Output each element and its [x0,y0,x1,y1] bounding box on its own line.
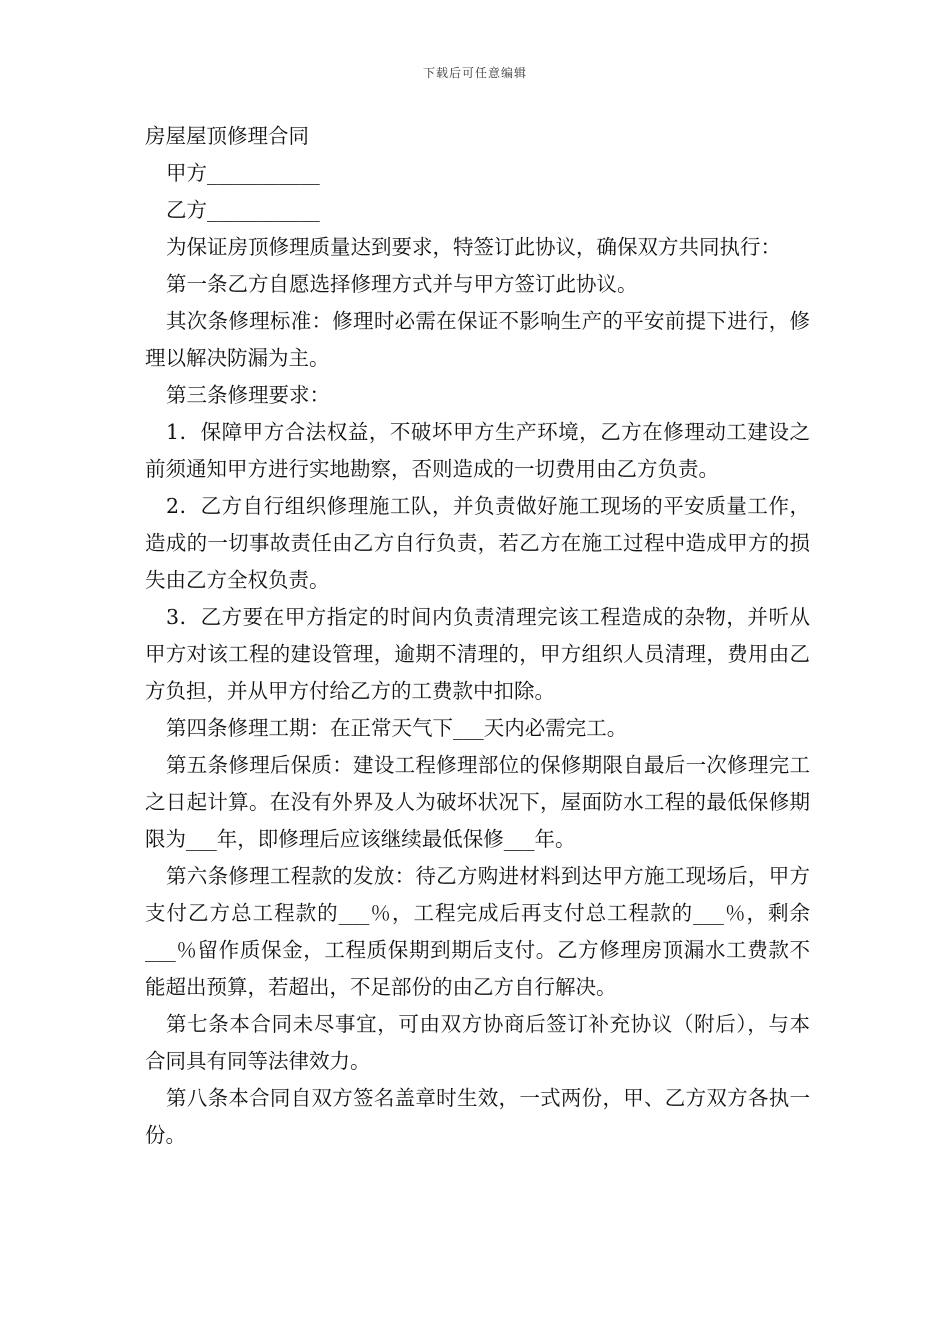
article-3-item-1: 1．保障甲方合法权益，不破坏甲方生产环境，乙方在修理动工建设之前须通知甲方进行实地勘察，否则造成的一切费用由乙方负责。 [145,420,810,481]
contract-intro: 为保证房顶修理质量达到要求，特签订此协议，确保双方共同执行： [166,235,781,259]
article-3-heading: 第三条修理要求： [166,383,330,407]
article-4: 第四条修理工期：在正常天气下___天内必需完工。 [166,716,628,740]
article-3-item-3: 3．乙方要在甲方指定的时间内负责清理完该工程造成的杂物，并听从甲方对该工程的建设管理，逾期不清理的，甲方组织人员清理，费用由乙方负担，并从甲方付给乙方的工费款中扣除。 [145,605,810,703]
article-3-item-2: 2．乙方自行组织修理施工队，并负责做好施工现场的平安质量工作，造成的一切事故责任由乙方自行负责，若乙方在施工过程中造成甲方的损失由乙方全权负责。 [145,494,810,592]
contract-body [145,118,810,1154]
party-b-line: 乙方___________ [166,198,320,222]
article-7: 第七条本合同未尽事宜，可由双方协商后签订补充协议（附后），与本合同具有同等法律效力。 [145,1012,810,1073]
article-1: 第一条乙方自愿选择修理方式并与甲方签订此协议。 [166,272,638,296]
page-header-note: 下载后可任意编辑 [422,66,527,80]
article-2: 其次条修理标准：修理时必需在保证不影响生产的平安前提下进行，修理以解决防漏为主。 [145,309,810,370]
article-8: 第八条本合同自双方签名盖章时生效，一式两份，甲、乙方双方各执一份。 [145,1086,810,1147]
party-a-line: 甲方___________ [166,161,320,185]
article-6: 第六条修理工程款的发放：待乙方购进材料到达甲方施工现场后，甲方支付乙方总工程款的___％，工程完成后再支付总工程款的___％，剩余___％留作质保金，工程质保期到期后支付。乙方修理房顶漏水工费款不能超出预算，若超出，不足部份的由乙方自行解决。 [145,864,810,999]
article-5: 第五条修理后保质：建设工程修理部位的保修期限自最后一次修理完工之日起计算。在没有外界及人为破坏状况下，屋面防水工程的最低保修期限为___年，即修理后应该继续最低保修___年。 [145,753,810,851]
contract-title: 房屋屋顶修理合同 [145,124,309,148]
